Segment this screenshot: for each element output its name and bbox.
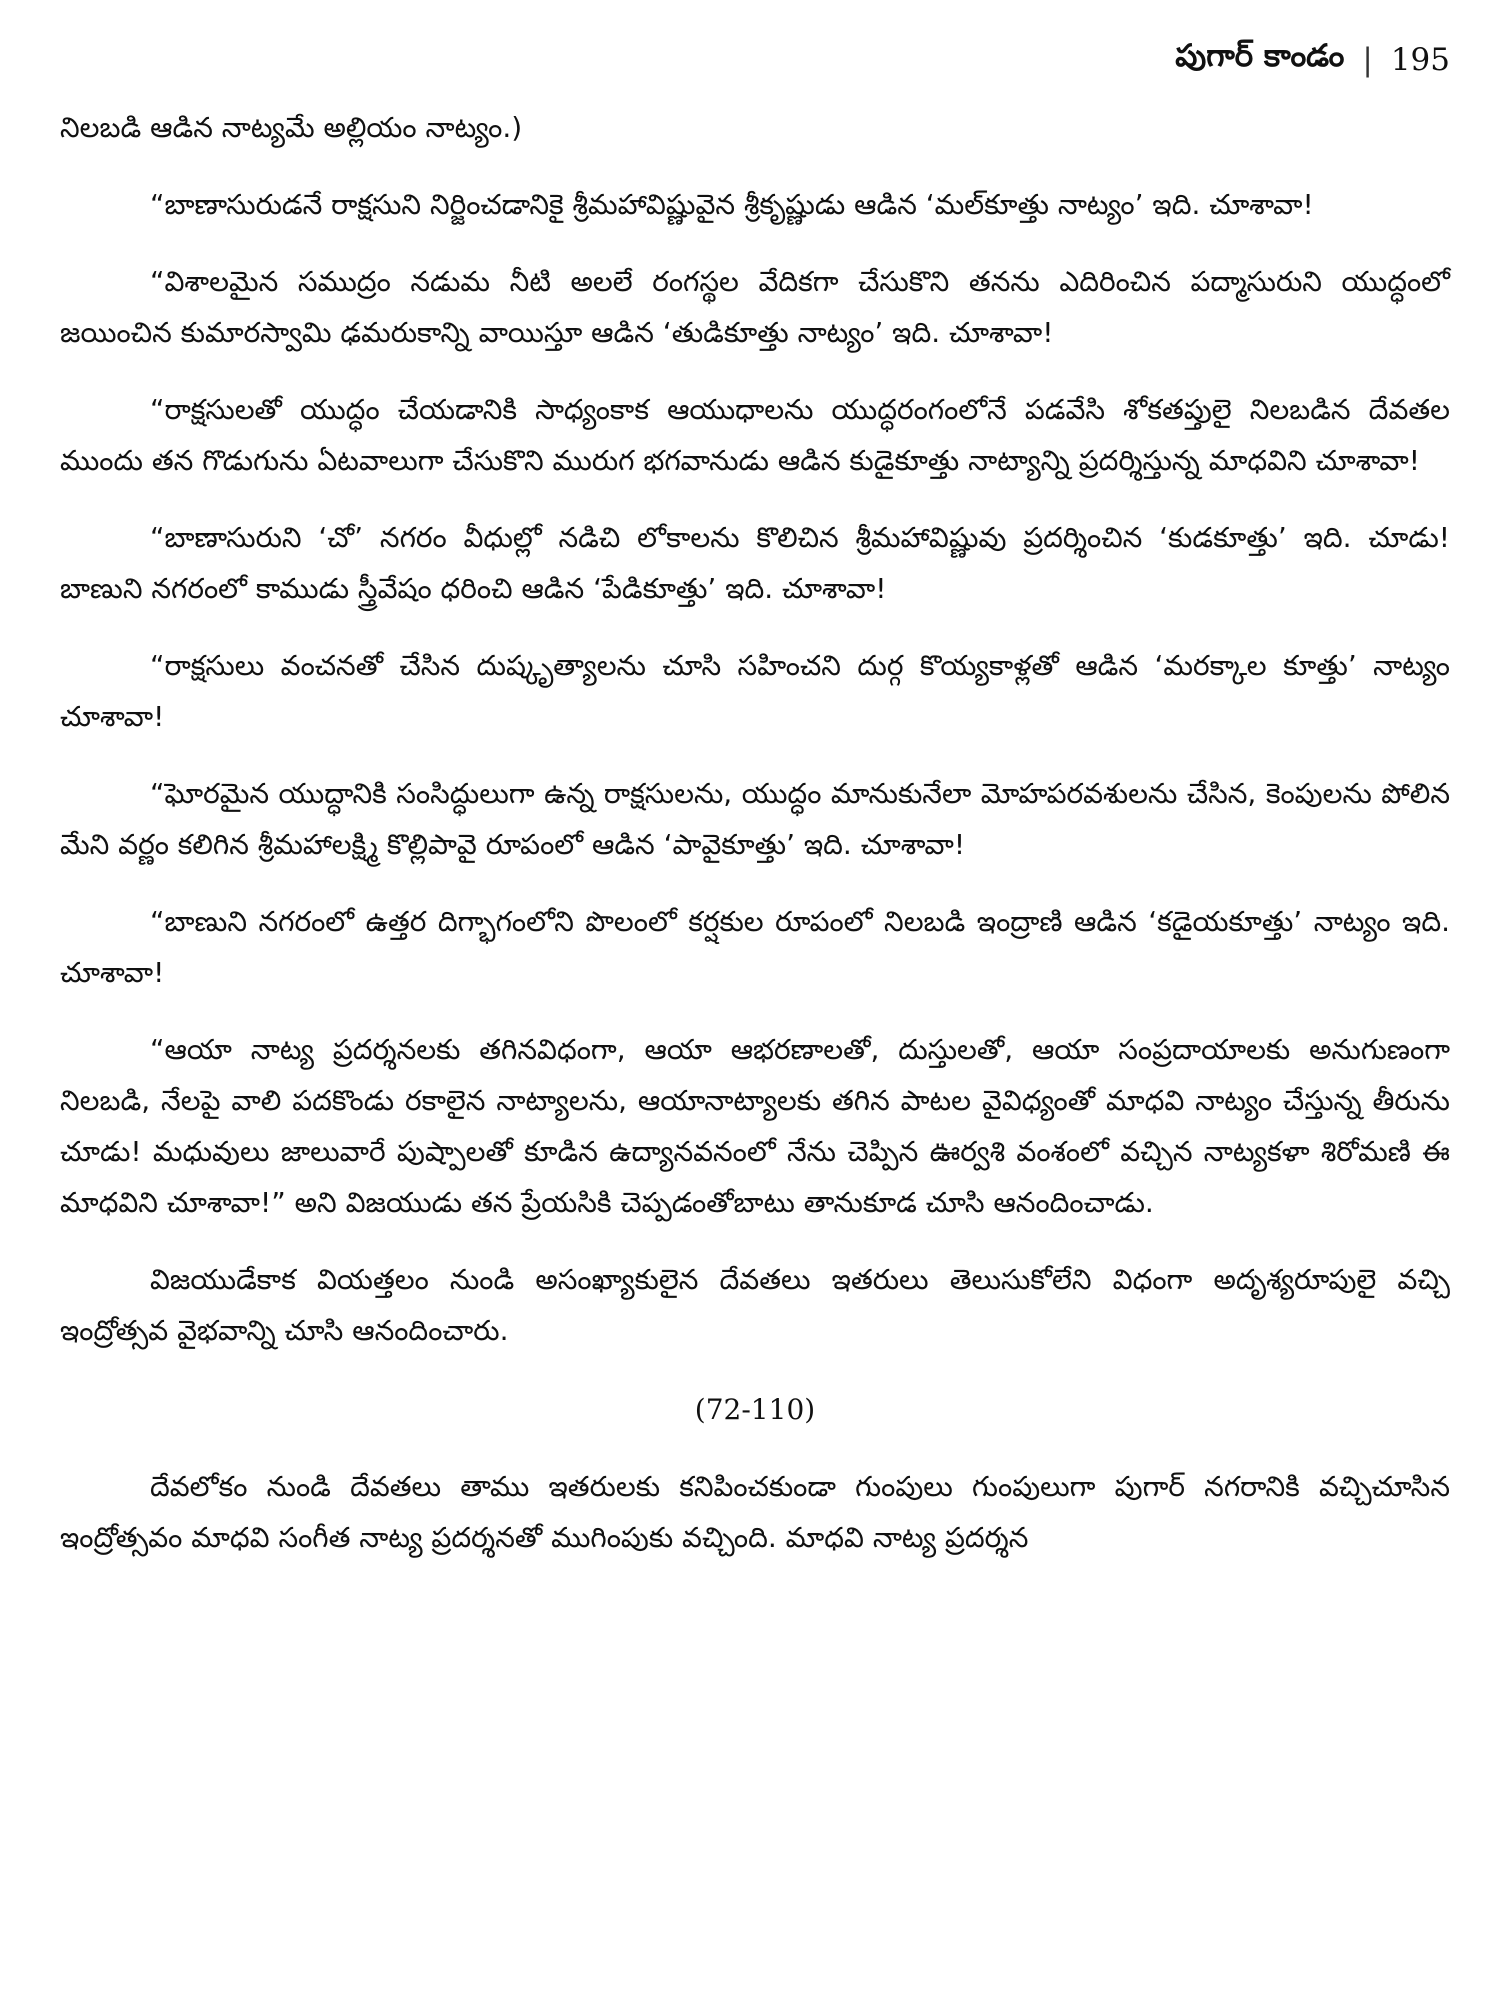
running-header (1175, 38, 1450, 81)
paragraph: “ఆయా నాట్య ప్రదర్శనలకు తగినవిధంగా, ఆయా ఆభరణాలతో, దుస్తులతో, ఆయా సంప్రదాయాలకు అనుగుణంగా నిలబడి, నేలపై వాలి పదకొండు రకాలైన నాట్యాలను, ఆయానాట్యాలకు తగిన పాటల వైవిధ్యంతో మాధవి నాట్యం చేస్తున్న తీరును చూడు! మధువులు జాలువారే పుష్పాలతో కూడిన ఉద్యానవనంలో నేను చెప్పిన ఊర్వశి వంశంలో వచ్చిన నాట్యకళా శిరోమణి ఈ మాధవిని చూశావా!” అని విజయుడు తన ప్రేయసికి చెప్పడంతోబాటు తానుకూడ చూసి ఆనందించాడు. (60, 1033, 1450, 1219)
paragraph: విజయుడేకాక వియత్తలం నుండి అసంఖ్యాకులైన దేవతలు ఇతరులు తెలుసుకోలేని విధంగా అదృశ్యరూపులై వచ్చి ఇంద్రోత్సవ వైభవాన్ని చూసి ఆనందించారు. (60, 1263, 1450, 1347)
body-text (60, 102, 1450, 1589)
chapter-title: పుగార్ కాండం (1175, 38, 1345, 74)
page-number: 195 (1390, 41, 1450, 78)
paragraph: దేవలోకం నుండి దేవతలు తాము ఇతరులకు కనిపించకుండా గుంపులు గుంపులుగా పుగార్ నగరానికి వచ్చిచూసిన ఇంద్రోత్సవం మాధవి సంగీత నాట్య ప్రదర్శనతో ముగింపుకు వచ్చింది. మాధవి నాట్య ప్రదర్శన (60, 1470, 1450, 1554)
paragraph: “బాణుని నగరంలో ఉత్తర దిగ్భాగంలోని పొలంలో కర్షకుల రూపంలో నిలబడి ఇంద్రాణి ఆడిన ‘కడైయకూత్తు’ నాట్యం ఇది. చూశావా! (60, 905, 1450, 989)
paragraph: “బాణాసురుని ‘చో’ నగరం వీధుల్లో నడిచి లోకాలను కొలిచిన శ్రీమహావిష్ణువు ప్రదర్శించిన ‘కుడకూత్తు’ ఇది. చూడు! బాణుని నగరంలో కాముడు స్త్రీవేషం ధరించి ఆడిన ‘పేడికూత్తు’ ఇది. చూశావా! (60, 521, 1450, 605)
paragraph: “రాక్షసులతో యుద్ధం చేయడానికి సాధ్యంకాక ఆయుధాలను యుద్ధరంగంలోనే పడవేసి శోకతప్తులై నిలబడిన దేవతల ముందు తన గొడుగును ఏటవాలుగా చేసుకొని మురుగ భగవానుడు ఆడిన కుడైకూత్తు నాట్యాన్ని ప్రదర్శిస్తున్న మాధవిని చూశావా! (60, 393, 1450, 477)
paragraph: “విశాలమైన సముద్రం నడుమ నీటి అలలే రంగస్థల వేదికగా చేసుకొని తనను ఎదిరించిన పద్మాసురుని యుద్ధంలో జయించిన కుమారస్వామి ఢమరుకాన్ని వాయిస్తూ ఆడిన ‘తుడికూత్తు నాట్యం’ ఇది. చూశావా! (60, 265, 1450, 349)
paragraph: నిలబడి ఆడిన నాట్యమే అల్లియం నాట్యం.) (60, 111, 523, 144)
header-separator: | (1362, 41, 1373, 78)
paragraph: “రాక్షసులు వంచనతో చేసిన దుష్కృత్యాలను చూసి సహించని దుర్గ కొయ్యకాళ్లతో ఆడిన ‘మరక్కాల కూత్తు’ నాట్యం చూశావా! (60, 649, 1450, 733)
paragraph: “ఘోరమైన యుద్ధానికి సంసిద్ధులుగా ఉన్న రాక్షసులను, యుద్ధం మానుకునేలా మోహపరవశులను చేసిన, కెంపులను పోలిన మేని వర్ణం కలిగిన శ్రీమహాలక్ష్మి కొల్లిపావై రూపంలో ఆడిన ‘పావైకూత్తు’ ఇది. చూశావా! (60, 777, 1450, 861)
paragraph: “బాణాసురుడనే రాక్షసుని నిర్జించడానికై శ్రీమహావిష్ణువైన శ్రీకృష్ణుడు ఆడిన ‘మల్‌కూత్తు నాట్యం’ ఇది. చూశావా! (150, 188, 1314, 221)
verse-range-heading: (72-110) (694, 1393, 816, 1426)
